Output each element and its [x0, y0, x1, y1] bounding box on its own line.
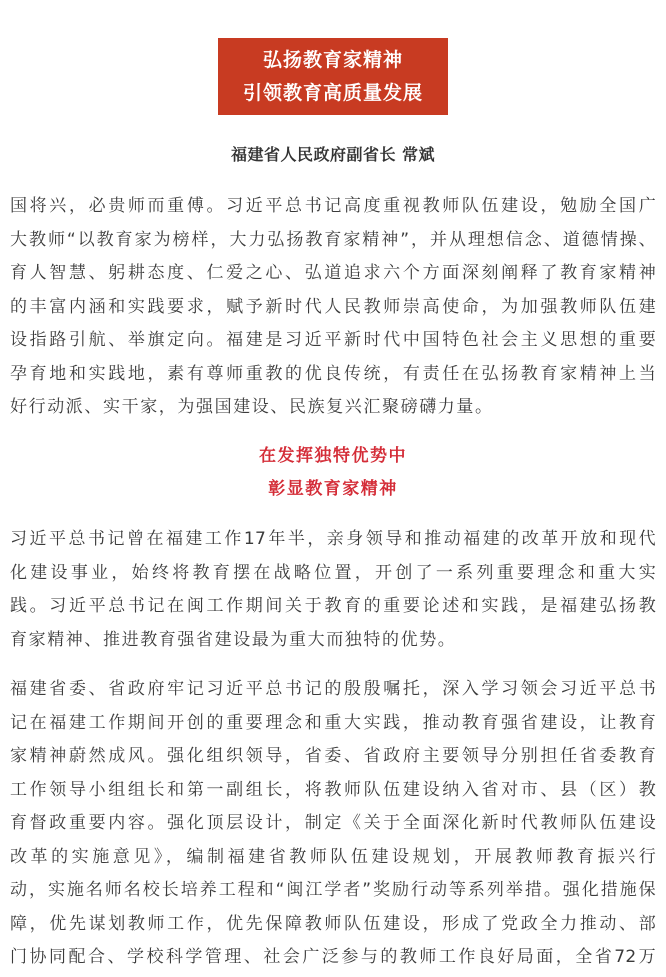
paragraph-line: 孕育地和实践地，素有尊师重教的优良传统，有责任在弘扬教育家精神上当	[10, 363, 656, 384]
paragraph-line: 家精神蔚然成风。强化组织领导，省委、省政府主要领导分别担任省委教育	[10, 746, 656, 766]
paragraph-line: 大教师“以教育家为榜样，大力弘扬教育家精神”，并从理想信念、道德情操、	[10, 229, 656, 250]
paragraph-measures	[10, 673, 656, 975]
paragraph-line: 设指路引航、举旗定向。福建是习近平新时代中国特色社会主义思想的重要	[10, 330, 656, 350]
paragraph-line: 践。习近平总书记在闽工作期间关于教育的重要论述和实践，是福建弘扬教	[10, 596, 656, 616]
subheading-line-1: 在发挥独特优势中	[259, 446, 407, 466]
article-title-line-1: 弘扬教育家精神	[262, 48, 403, 71]
paragraph-line: 动，实施名师名校长培养工程和“闽江学者”奖励行动等系列举措。强化措施保	[10, 880, 656, 900]
paragraph-line: 工作领导小组组长和第一副组长，将教师队伍建设纳入省对市、县（区）教	[10, 779, 656, 800]
paragraph-line: 福建省委、省政府牢记习近平总书记的殷殷嘱托，深入学习领会习近平总书	[10, 679, 656, 699]
paragraph-line: 门协同配合、学校科学管理、社会广泛参与的教师工作良好局面，全省72万	[10, 947, 656, 967]
paragraph-line: 育督政重要内容。强化顶层设计，制定《关于全面深化新时代教师队伍建设	[10, 813, 656, 833]
paragraph-line: 国将兴，必贵师而重傅。习近平总书记高度重视教师队伍建设，勉励全国广	[10, 196, 656, 216]
section-subheading	[0, 440, 666, 506]
paragraph-line: 育家精神、推进教育强省建设最为重大而独特的优势。	[10, 629, 457, 650]
paragraph-line: 好行动派、实干家，为强国建设、民族复兴汇聚磅礴力量。	[10, 397, 494, 417]
paragraph-line: 记在福建工作期间开创的重要理念和重大实践，推动教育强省建设，让教育	[10, 712, 656, 733]
paragraph-line: 育人智慧、躬耕态度、仁爱之心、弘道追求六个方面深刻阐释了教育家精神	[10, 263, 656, 283]
paragraph-line: 的丰富内涵和实践要求，赋予新时代人民教师崇高使命，为加强教师队伍建	[10, 296, 656, 317]
article-title-box	[218, 38, 448, 115]
paragraph-intro	[10, 190, 656, 425]
paragraph-line: 改革的实施意见》，编制福建省教师队伍建设规划，开展教师教育振兴行	[10, 846, 656, 867]
paragraph-advantage	[10, 523, 656, 657]
paragraph-line: 障，优先谋划教师工作，优先保障教师队伍建设，形成了党政全力推动、部	[10, 913, 656, 934]
paragraph-line: 化建设事业，始终将教育摆在战略位置，开创了一系列重要理念和重大实	[10, 562, 656, 583]
article-title-line-2: 引领教育高质量发展	[242, 81, 423, 104]
paragraph-line: 习近平总书记曾在福建工作17年半，亲身领导和推动福建的改革开放和现代	[10, 529, 656, 549]
subheading-line-2: 彰显教育家精神	[268, 479, 398, 499]
author-byline: 福建省人民政府副省长 常斌	[230, 145, 436, 164]
